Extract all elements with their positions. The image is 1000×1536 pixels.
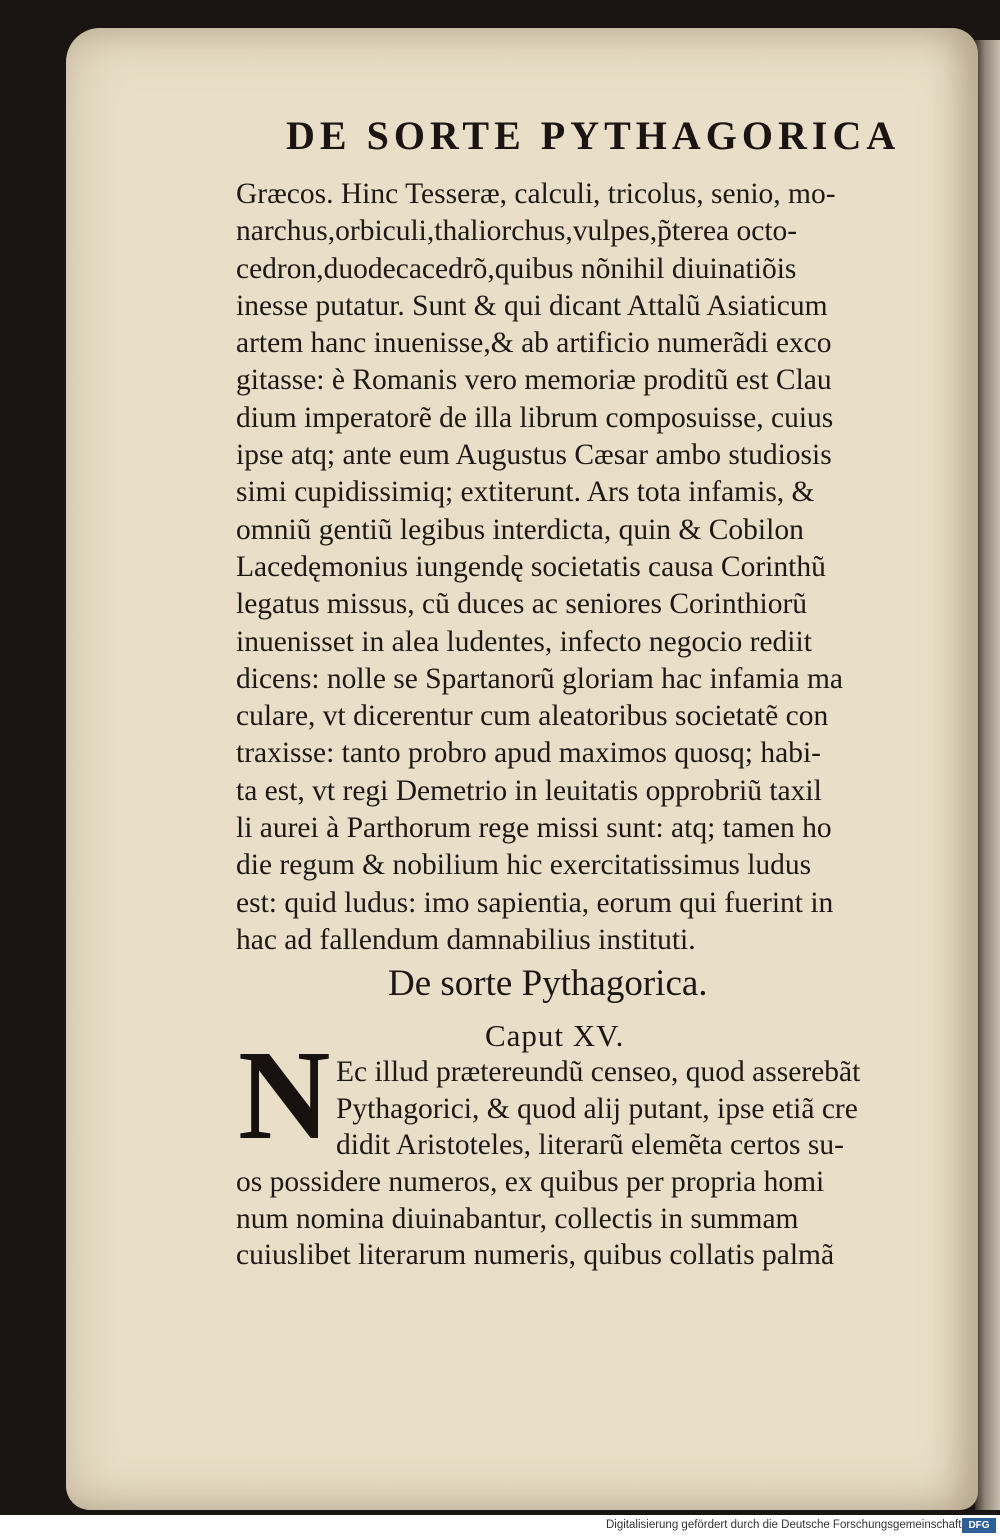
text-line: gitasse: è Romanis vero memoriæ proditũ est Clau xyxy=(236,364,832,397)
text-line: dicens: nolle se Spartanorũ gloriam hac infamia ma xyxy=(236,662,844,695)
dfg-logo: DFG xyxy=(962,1518,996,1533)
chapter-number: Caput XV. xyxy=(485,1018,625,1053)
text-line: cedron,duodecacedrõ,quibus nõnihil diuinatiõis xyxy=(236,252,797,285)
text-line: num nomina diuinabantur, collectis in summam xyxy=(236,1202,799,1235)
adjacent-page-edge xyxy=(975,40,1000,1510)
text-line: narchus,orbiculi,thaliorchus,vulpes,p̃terea octo- xyxy=(236,215,798,248)
drop-cap-initial: N xyxy=(238,1024,331,1166)
running-head: DE SORTE PYTHAGORICA xyxy=(286,113,901,158)
text-line: inuenisset in alea ludentes, infecto negocio rediit xyxy=(236,625,812,658)
text-line: hac ad fallendum damnabilius instituti. xyxy=(236,923,696,956)
text-line: die regum & nobilium hic exercitatissimus ludus xyxy=(236,849,812,882)
text-line: Lacedęmonius iungendę societatis causa Corinthũ xyxy=(236,550,826,583)
text-line: inesse putatur. Sunt & qui dicant Attalũ Asiaticum xyxy=(236,289,828,322)
text-line: Græcos. Hinc Tesseræ, calculi, tricolus, senio, mo- xyxy=(236,178,836,210)
text-line: artem hanc inuenisse,& ab artificio numerãdi exco xyxy=(236,327,832,360)
text-line: Ec illud prætereundũ censeo, quod asserebãt xyxy=(336,1056,861,1088)
text-line: traxisse: tanto probro apud maximos quosq; habi- xyxy=(236,737,821,770)
text-line: li aurei à Parthorum rege missi sunt: atq; tamen ho xyxy=(236,812,832,845)
funding-credit: Digitalisierung gefördert durch die Deutsche Forschungsgemeinschaft xyxy=(606,1519,962,1531)
chapter-text xyxy=(236,1164,936,1274)
text-line: est: quid ludus: imo sapientia, eorum qui fuerint in xyxy=(236,886,834,919)
text-line: os possidere numeros, ex quibus per propria homi xyxy=(236,1166,825,1198)
text-line: dium imperatorẽ de illa librum composuisse, cuius xyxy=(236,401,834,434)
text-line: didit Aristoteles, literarũ elemẽta certos su- xyxy=(336,1129,844,1161)
text-line: omniũ gentiũ legibus interdicta, quin & Cobilon xyxy=(236,513,804,546)
chapter-text-indented xyxy=(336,1054,936,1164)
text-line: legatus missus, cũ duces ac seniores Corinthiorũ xyxy=(236,588,808,621)
text-line: simi cupidissimiq; extiterunt. Ars tota infamis, & xyxy=(236,476,815,509)
body-text xyxy=(236,176,936,959)
text-line: cuiuslibet literarum numeris, quibus collatis palmã xyxy=(236,1239,835,1271)
text-line: ta est, vt regi Demetrio in leuitatis opprobriũ taxil xyxy=(236,774,822,807)
chapter-title: De sorte Pythagorica. xyxy=(388,963,708,1004)
text-line: Pythagorici, & quod alij putant, ipse etiã cre xyxy=(336,1092,858,1125)
text-line: ipse atq; ante eum Augustus Cæsar ambo studiosis xyxy=(236,439,832,472)
text-line: culare, vt dicerentur cum aleatoribus societatẽ con xyxy=(236,700,829,733)
